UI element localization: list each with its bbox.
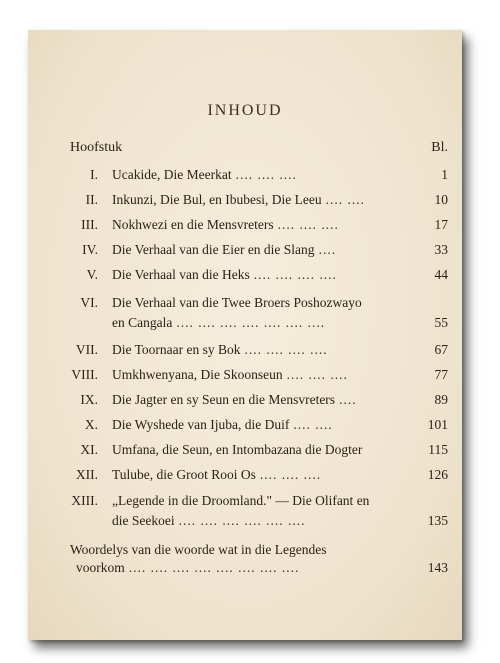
leader-dots: .... .... .... xyxy=(235,167,297,182)
chapter-column-header: Hoofstuk xyxy=(70,140,123,155)
leader-dots: .... xyxy=(318,242,337,257)
page-number: 33 xyxy=(434,242,448,257)
chapter-title: Die Verhaal van die Eier en die Slang xyxy=(112,242,315,257)
chapter-title: Nokhwezi en die Mensvreters xyxy=(112,217,274,232)
leader-dots: .... xyxy=(339,392,357,407)
leader-dots: .... .... .... .... .... .... .... xyxy=(176,315,326,330)
chapter-number: VII. xyxy=(75,342,98,357)
chapter-title: Die Jagter en sy Seun en die Mensvreters xyxy=(112,392,336,407)
chapter-title: Die Verhaal van die Twee Broers Poshozwayo xyxy=(112,295,362,310)
chapter-title: Umfana, die Seun, en Intombazana die Dogter xyxy=(112,442,363,457)
leader-dots: .... .... .... .... xyxy=(253,267,337,282)
leader-dots: .... .... xyxy=(325,192,365,207)
chapter-title: Die Toornaar en sy Bok xyxy=(112,342,241,357)
chapter-title-continued: en Cangala xyxy=(112,315,173,330)
page-number: 17 xyxy=(434,217,448,232)
leader-dots: .... .... .... xyxy=(277,217,339,232)
chapter-number: II. xyxy=(85,192,98,207)
chapter-number: IX. xyxy=(80,392,98,407)
chapter-number: XIII. xyxy=(71,493,98,508)
glossary-title-continued: voorkom xyxy=(76,560,125,575)
chapter-number: I. xyxy=(90,167,98,182)
chapter-number: X. xyxy=(84,417,98,432)
leader-dots: .... .... .... .... .... .... xyxy=(178,513,306,528)
chapter-title: Tulube, die Groot Rooi Os xyxy=(112,467,256,482)
leader-dots: .... .... xyxy=(293,417,333,432)
chapter-title: Inkunzi, Die Bul, en Ibubesi, Die Leeu xyxy=(112,192,322,207)
page-number: 126 xyxy=(427,467,448,482)
page-number: 67 xyxy=(434,342,448,357)
page-number: 1 xyxy=(441,167,448,182)
chapter-title: Die Verhaal van die Heks xyxy=(112,267,250,282)
page-number: 135 xyxy=(427,513,448,528)
page-number: 77 xyxy=(434,367,448,382)
leader-dots: .... .... .... xyxy=(286,367,348,382)
chapter-number: IV. xyxy=(82,242,98,257)
chapter-number: XII. xyxy=(75,467,98,482)
chapter-number: III. xyxy=(81,217,98,232)
chapter-number: V. xyxy=(86,267,98,282)
page-title: INHOUD xyxy=(207,102,283,119)
chapter-number: VIII. xyxy=(71,367,98,382)
page-number: 115 xyxy=(428,442,448,457)
chapter-number: XI. xyxy=(80,442,98,457)
leader-dots: .... .... .... .... xyxy=(244,342,328,357)
page-number: 44 xyxy=(434,267,448,282)
page-number: 101 xyxy=(427,417,448,432)
book-page xyxy=(28,30,462,640)
glossary-title: Woordelys van die woorde wat in die Legendes xyxy=(70,542,327,557)
page-column-header: Bl. xyxy=(431,140,448,155)
chapter-title: Die Wyshede van Ijuba, die Duif xyxy=(112,417,290,432)
page-number: 143 xyxy=(427,560,448,575)
chapter-number: VI. xyxy=(80,295,98,310)
chapter-title: Umkhwenyana, Die Skoonseun xyxy=(112,367,283,382)
page-number: 55 xyxy=(434,315,448,330)
page-number: 10 xyxy=(434,192,448,207)
chapter-title-continued: die Seekoei xyxy=(112,513,175,528)
leader-dots: .... .... .... .... .... .... .... .... xyxy=(128,560,300,575)
page-number: 89 xyxy=(434,392,448,407)
chapter-title: Ucakide, Die Meerkat xyxy=(112,167,232,182)
leader-dots: .... .... .... xyxy=(259,467,322,482)
chapter-title: „Legende in die Droomland." — Die Olifant en xyxy=(112,493,370,508)
